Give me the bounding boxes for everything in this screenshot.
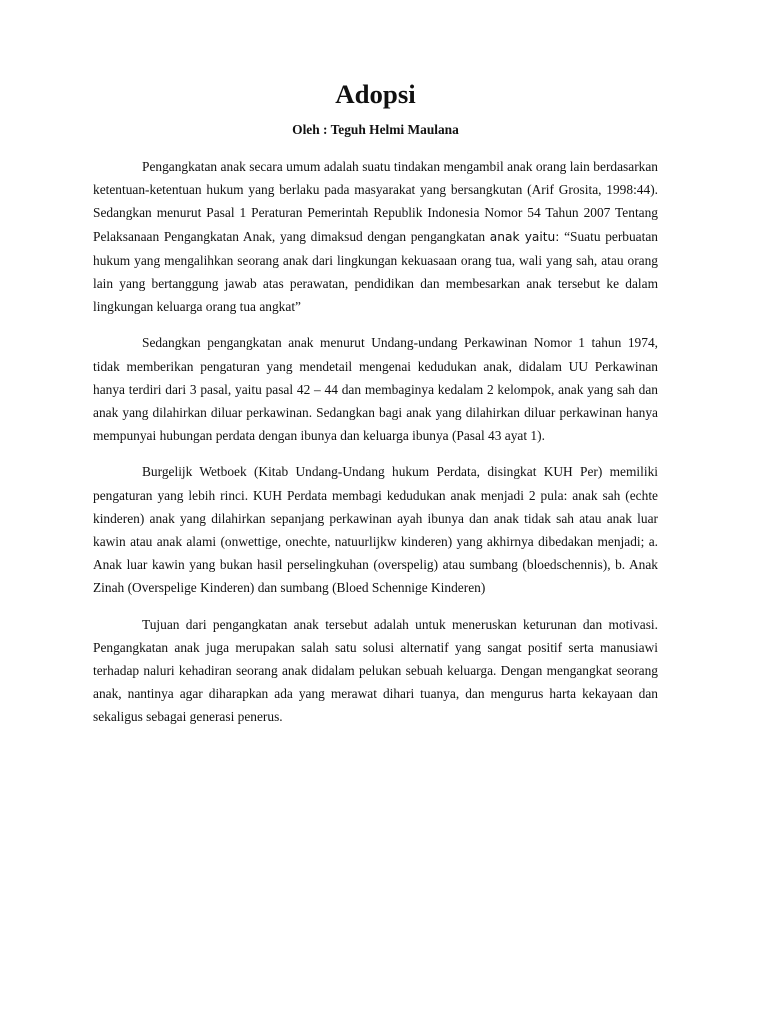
paragraph-4: Tujuan dari pengangkatan anak tersebut adalah untuk meneruskan keturunan dan motivasi. Pengangkatan anak juga merupakan salah satu solusi alternatif yang sangat positif serta manusiawi terhadap naluri kehadiran seorang anak didalam pelukan sebuah keluarga. Dengan mengangkat seorang anak, nantinya agar diharapkan ada yang merawat dihari tuanya, dan mengurus harta kekayaan dan sekaligus sebagai generasi penerus. [93,616,658,725]
author-line: Oleh : Teguh Helmi Maulana [292,122,459,137]
paragraph-1-sans-phrase: anak yaitu: [489,229,560,244]
paragraph-1 [93,155,658,318]
paragraph-1-text-before: Pengangkatan anak secara umum adalah suatu tindakan mengambil anak orang lain berdasarkan ketentuan-ketentuan hukum yang berlaku pada masyarakat yang bersangkutan (Arif Grosita, 1998:44). Sedangkan menurut Pasal 1 Peraturan Pemerintah Republik Indonesia Nomor 54 Tahun 2007 Tentang Pelaksanaan Pengangkatan Anak, yang dimaksud dengan pengangkatan [93,159,658,244]
paragraph-2: Sedangkan pengangkatan anak menurut Undang-undang Perkawinan Nomor 1 tahun 1974, tidak memberikan pengaturan yang mendetail mengenai kedudukan anak, didalam UU Perkawinan hanya terdiri dari 3 pasal, yaitu pasal 42 – 44 dan membaginya kedalam 2 kelompok, anak yang sah dan anak yang dilahirkan diluar perkawinan. Sedangkan bagi anak yang dilahirkan diluar perkawinan hanya mempunyai hubungan perdata dengan ibunya dan keluarga ibunya (Pasal 43 ayat 1). [93,335,658,444]
document-title: Adopsi [335,79,416,109]
document-body [93,79,658,729]
paragraph-1-text-after: “Suatu perbuatan hukum yang mengalihkan seorang anak dari lingkungan kekuasaan orang tua, wali yang sah, atau orang lain yang bertanggung jawab atas perawatan, pendidikan dan membesarkan anak tersebut ke dalam lingkungan keluarga orang tua angkat” [93,228,658,315]
paragraph-3: Burgelijk Wetboek (Kitab Undang-Undang hukum Perdata, disingkat KUH Per) memiliki pengaturan yang lebih rinci. KUH Perdata membagi kedudukan anak menjadi 2 pula: anak sah (echte kinderen) anak yang dilahirkan sepanjang perkawinan ayah ibunya dan anak tidak sah atau anak luar kawin atau anak alami (onwettige, onechte, natuurlijkw kinderen) yang akhirnya dibedakan menjadi; a. Anak luar kawin yang bukan hasil perselingkuhan (overspelig) atau sumbang (bloedschennis), b. Anak Zinah (Overspelige Kinderen) dan sumbang (Bloed Schennige Kinderen) [93,464,658,596]
